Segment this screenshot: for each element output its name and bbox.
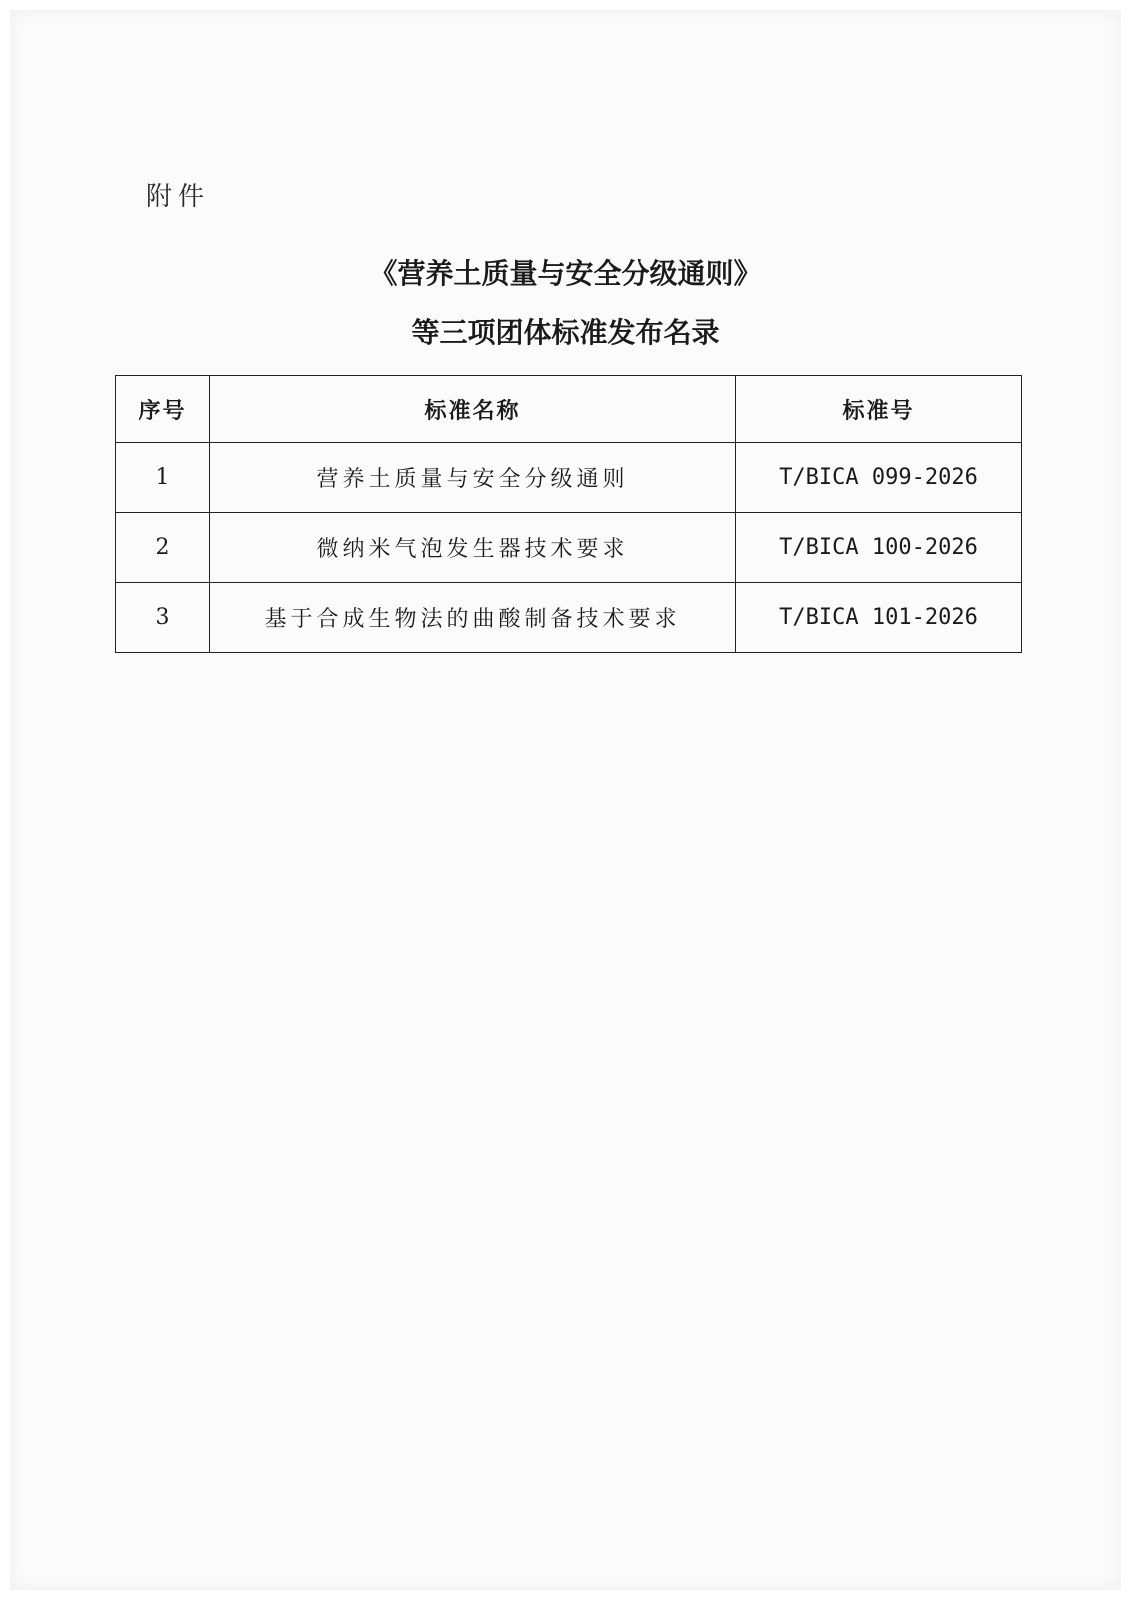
- document-page: [10, 10, 1121, 1590]
- header-standard-code: 标准号: [736, 376, 1022, 443]
- table-row: [116, 443, 1022, 513]
- table-row: [116, 583, 1022, 653]
- row-standard-code: T/BICA 100-2026: [736, 513, 1022, 583]
- row-standard-name: 营养土质量与安全分级通则: [210, 443, 736, 513]
- row-serial-no: 2: [116, 513, 210, 583]
- row-serial-no: 3: [116, 583, 210, 653]
- row-standard-code: T/BICA 101-2026: [736, 583, 1022, 653]
- row-standard-name: 微纳米气泡发生器技术要求: [210, 513, 736, 583]
- header-standard-name: 标准名称: [210, 376, 736, 443]
- document-title-line-1: 《营养土质量与安全分级通则》: [369, 257, 762, 290]
- document-title-line-2: 等三项团体标准发布名录: [411, 316, 720, 349]
- attachment-label: 附件: [146, 182, 211, 212]
- row-serial-no: 1: [116, 443, 210, 513]
- row-standard-name: 基于合成生物法的曲酸制备技术要求: [210, 583, 736, 653]
- standards-table: [115, 375, 1022, 653]
- header-serial-no: 序号: [116, 376, 210, 443]
- table-row: [116, 513, 1022, 583]
- row-standard-code: T/BICA 099-2026: [736, 443, 1022, 513]
- table-header-row: [116, 376, 1022, 443]
